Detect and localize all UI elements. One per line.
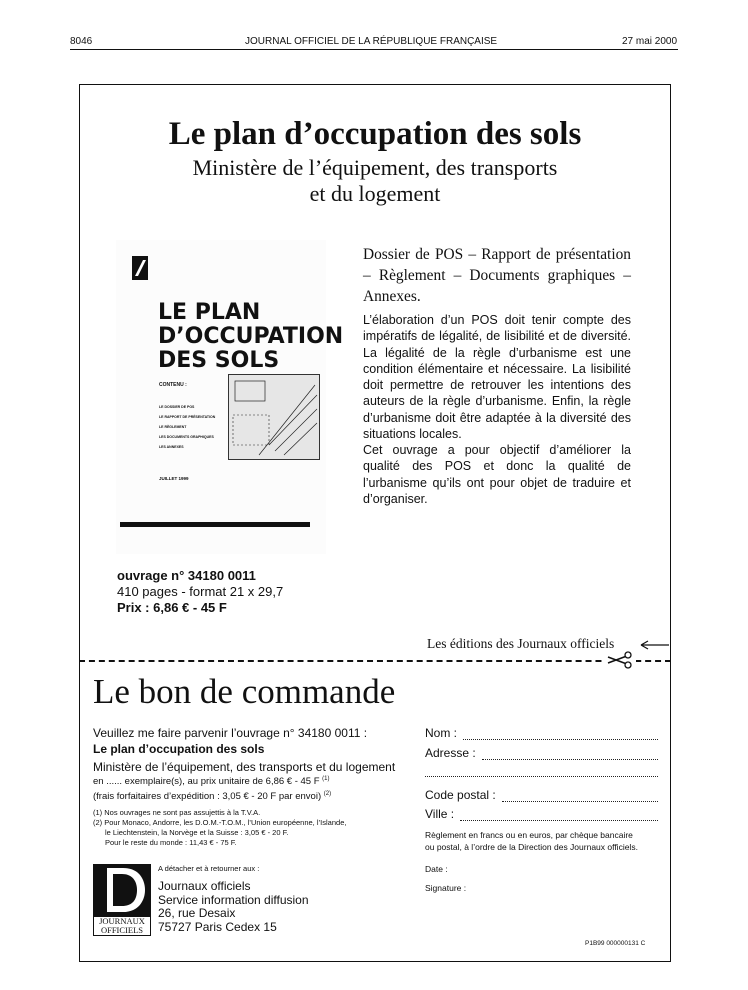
address-line[interactable] — [482, 749, 658, 760]
signature-label[interactable]: Signature : — [425, 883, 467, 893]
cover-item: LE RÈGLEMENT — [159, 425, 187, 429]
book-cover — [116, 240, 344, 554]
journaux-officiels-logo-icon — [93, 864, 151, 934]
cover-item: LES ANNEXES — [159, 445, 184, 449]
cut-line — [79, 660, 671, 662]
note-2b: le Liechtenstein, la Norvège et la Suisse : 3,05 € - 20 F. — [105, 828, 289, 837]
note-2c: Pour le reste du monde : 11,43 € - 75 F. — [105, 838, 237, 847]
cover-contents-label: CONTENU : — [159, 382, 187, 388]
cover-illustration — [228, 374, 320, 460]
city-field[interactable] — [425, 807, 658, 821]
payment-note — [425, 829, 638, 853]
order-intro: Veuillez me faire parvenir l’ouvrage n° 34180 0011 : — [93, 726, 368, 740]
cover-title-3: DES SOLS — [158, 348, 280, 373]
cover-title-2: D’OCCUPATION — [158, 324, 344, 349]
cover-item: LES DOCUMENTS GRAPHIQUES — [159, 435, 214, 439]
note-2a: (2) Pour Monaco, Andorre, les D.O.M.-T.O.M., l’Union européenne, l’Islande, — [93, 818, 347, 827]
order-notes — [93, 808, 346, 848]
date-label[interactable]: Date : — [425, 864, 448, 874]
ad-subtitle-2: et du logement — [309, 181, 441, 206]
pages-format: 410 pages - format 21 x 29,7 — [117, 584, 284, 599]
note-1: (1) Nos ouvrages ne sont pas assujettis à la T.V.A. — [93, 808, 261, 817]
shipping-text: (frais forfaitaires d’expédition : 3,05 € - 20 F par envoi) — [93, 791, 322, 803]
logo-text-2: OFFICIELS — [100, 925, 144, 935]
order-book-title: Le plan d’occupation des sols — [93, 742, 265, 756]
return-label: A détacher et à retourner aux : — [158, 864, 260, 873]
address-line-2: Service information diffusion — [158, 892, 309, 907]
logo-text-1: JOURNAUX — [99, 916, 145, 926]
cover-item: LE RAPPORT DE PRÉSENTATION — [159, 415, 216, 419]
postal-code-field[interactable] — [425, 788, 658, 802]
name-label: Nom : — [425, 726, 458, 740]
header-date: 27 mai 2000 — [622, 36, 678, 47]
address-line-extra[interactable] — [425, 776, 658, 777]
publisher-credit: Les éditions des Journaux officiels — [427, 636, 615, 651]
ad-description-2: Cet ouvrage a pour objectif d’améliorer la qualité des POS et donc la qualité de l’urbanisme qu’ils ont pour objet de traduire et d’organiser. — [363, 443, 631, 506]
arrow-left-icon — [640, 638, 670, 656]
cover-edition-date: JUILLET 1999 — [159, 476, 189, 481]
price: Prix : 6,86 € - 45 F — [117, 600, 227, 615]
address-line-1: Journaux officiels — [158, 879, 251, 893]
reference-code: P1B99 000000131 C — [585, 940, 646, 947]
copies-text: en ...... exemplaire(s), au prix unitaire de 6,86 € - 45 F — [93, 776, 320, 788]
order-ministry: Ministère de l’équipement, des transports et du logement — [93, 760, 396, 774]
ad-summary: Dossier de POS – Rapport de présentation – Règlement – Documents graphiques – Annexes. — [363, 246, 631, 305]
address-field[interactable] — [425, 746, 658, 760]
ad-title: Le plan d’occupation des sols — [168, 116, 582, 152]
order-title: Le bon de commande — [93, 672, 396, 711]
cover-title-1: LE PLAN — [158, 300, 261, 325]
work-number: ouvrage n° 34180 0011 — [117, 568, 256, 583]
cover-item: LE DOSSIER DE POS — [159, 405, 195, 409]
city-label: Ville : — [425, 807, 455, 821]
payment-note-1: Règlement en francs ou en euros, par chèque bancaire — [425, 830, 633, 840]
logo-text — [93, 916, 151, 936]
ad-subtitle-1: Ministère de l’équipement, des transports — [192, 155, 558, 180]
address-line-4: 75727 Paris Cedex 15 — [158, 919, 277, 934]
scissors-icon — [604, 651, 636, 674]
header-rule — [70, 49, 678, 50]
payment-note-2: ou postal, à l’ordre de la Direction des Journaux officiels. — [425, 842, 638, 852]
order-copies-line[interactable] — [93, 776, 330, 787]
note-ref-2: (2) — [323, 791, 332, 797]
postal-code-label: Code postal : — [425, 788, 496, 802]
city-line[interactable] — [460, 810, 658, 821]
ad-description-1: L’élaboration d’un POS doit tenir compte des impératifs de légalité, de lisibilité et de diversité. La légalité de la règle d’urbanisme est une condition élémentaire et nécessaire. La lisibilité doit permettre de retrouver les intentions des auteurs de la règle d’urbanisme. Enfin, la règle d’urbanisme doit être adaptée à la diversité des situations locales. — [363, 313, 631, 442]
note-ref-1: (1) — [322, 776, 330, 782]
cover-bar — [120, 522, 310, 527]
page-number: 8046 — [70, 36, 93, 47]
ministry-logo-icon — [132, 256, 148, 285]
name-line[interactable] — [463, 729, 658, 740]
postal-code-line[interactable] — [502, 791, 658, 802]
name-field[interactable] — [425, 726, 658, 740]
journal-header: JOURNAL OFFICIEL DE LA RÉPUBLIQUE FRANÇAISE — [245, 36, 498, 47]
order-shipping-line — [93, 791, 331, 802]
return-address — [158, 880, 309, 934]
address-line-3: 26, rue Desaix — [158, 906, 236, 920]
address-label: Adresse : — [425, 746, 476, 760]
